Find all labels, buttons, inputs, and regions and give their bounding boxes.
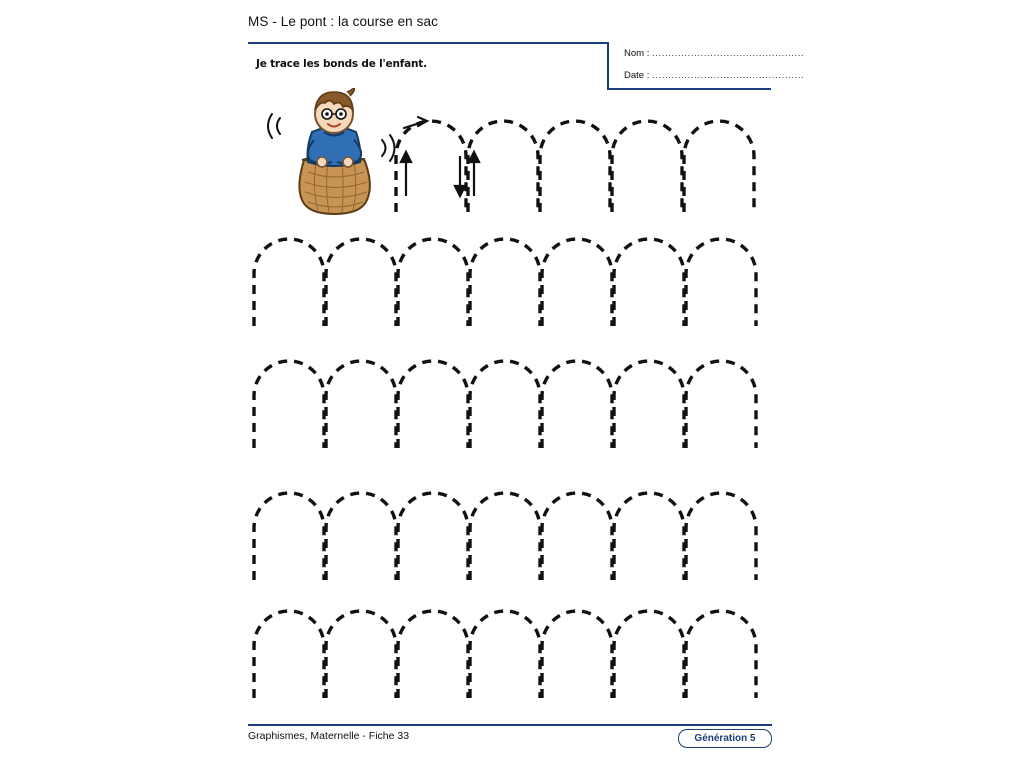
brand-badge: Génération 5 xyxy=(678,729,772,748)
tracing-row-1[interactable] xyxy=(228,108,796,228)
tracing-row-4[interactable] xyxy=(228,492,796,612)
up-arrow-icon-2 xyxy=(469,152,479,196)
tracing-row-4-svg xyxy=(228,492,796,612)
start-arrow-icon xyxy=(404,117,427,128)
footer-reference: Graphismes, Maternelle - Fiche 33 xyxy=(248,730,410,742)
tracing-row-5-svg xyxy=(228,610,796,730)
header-divider-vertical xyxy=(607,42,609,90)
tracing-row-5[interactable] xyxy=(228,610,796,730)
tracing-row-3[interactable] xyxy=(228,360,796,480)
tracing-row-2[interactable] xyxy=(228,238,796,358)
date-field-label: Date : xyxy=(624,70,650,81)
name-field-label: Nom : xyxy=(624,48,650,59)
down-arrow-icon xyxy=(455,156,465,196)
date-field[interactable] xyxy=(624,70,804,81)
tracing-row-1-svg xyxy=(228,108,796,228)
instruction-text: Je trace les bonds de l'enfant. xyxy=(256,58,427,70)
footer-divider xyxy=(248,724,772,726)
date-field-line: ............................................... xyxy=(652,70,805,81)
name-field-line: ............................................... xyxy=(651,48,805,59)
header-divider xyxy=(248,42,608,44)
tracing-row-3-svg xyxy=(228,360,796,480)
tracing-row-2-svg xyxy=(228,238,796,358)
name-field[interactable] xyxy=(624,48,804,59)
page-title: MS - Le pont : la course en sac xyxy=(248,14,438,29)
header-divider-bottom xyxy=(607,88,771,90)
paper-sheet xyxy=(228,0,805,768)
up-arrow-icon-1 xyxy=(401,152,411,196)
